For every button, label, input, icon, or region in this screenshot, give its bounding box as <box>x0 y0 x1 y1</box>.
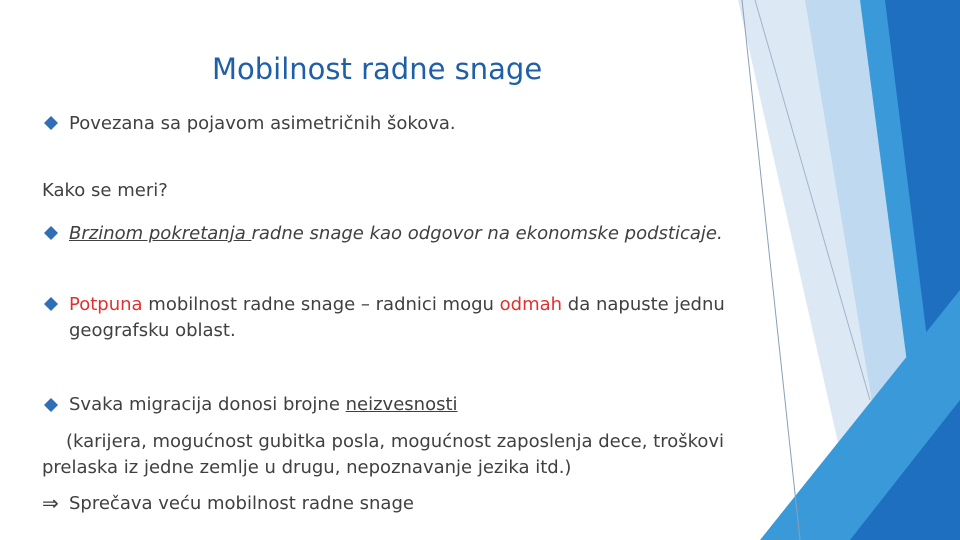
bullet-3-line-2: geografsku oblast. <box>69 320 236 341</box>
conclusion-text: Sprečava veću mobilnost radne snage <box>69 493 414 514</box>
bullet-4-text <box>69 392 458 418</box>
bullet-4-underlined: neizvesnosti <box>345 394 458 415</box>
bullet-2-rest: radne snage kao odgovor na ekonomske podsticaje. <box>251 223 723 244</box>
diamond-bullet-icon <box>44 297 58 311</box>
question-text: Kako se meri? <box>42 180 168 201</box>
bullet-1-text: Povezana sa pojavom asimetričnih šokova. <box>69 113 456 134</box>
diamond-bullet-icon <box>44 226 58 240</box>
double-arrow-right-icon: ⇒ <box>42 491 59 515</box>
slide-title: Mobilnost radne snage <box>212 52 543 86</box>
highlight-potpuna: Potpuna <box>69 294 143 315</box>
diamond-bullet-icon <box>44 398 58 412</box>
bullet-2-text <box>69 221 723 247</box>
parenthetical-line-1: (karijera, mogućnost gubitka posla, mogućnost zaposlenja dece, troškovi <box>66 431 725 452</box>
bullet-3-line-1 <box>69 292 725 318</box>
parenthetical-line-2: prelaska iz jedne zemlje u drugu, nepoznavanje jezika itd.) <box>42 457 572 478</box>
bullet-2-underlined: Brzinom pokretanja <box>69 223 252 244</box>
diamond-bullet-icon <box>44 116 58 130</box>
highlight-odmah: odmah <box>499 294 563 315</box>
bullet-3-segment-end: da napuste jednu <box>562 294 725 315</box>
bullet-4-segment: Svaka migracija donosi brojne <box>69 394 346 415</box>
bullet-3-segment: mobilnost radne snage – radnici mogu <box>142 294 500 315</box>
